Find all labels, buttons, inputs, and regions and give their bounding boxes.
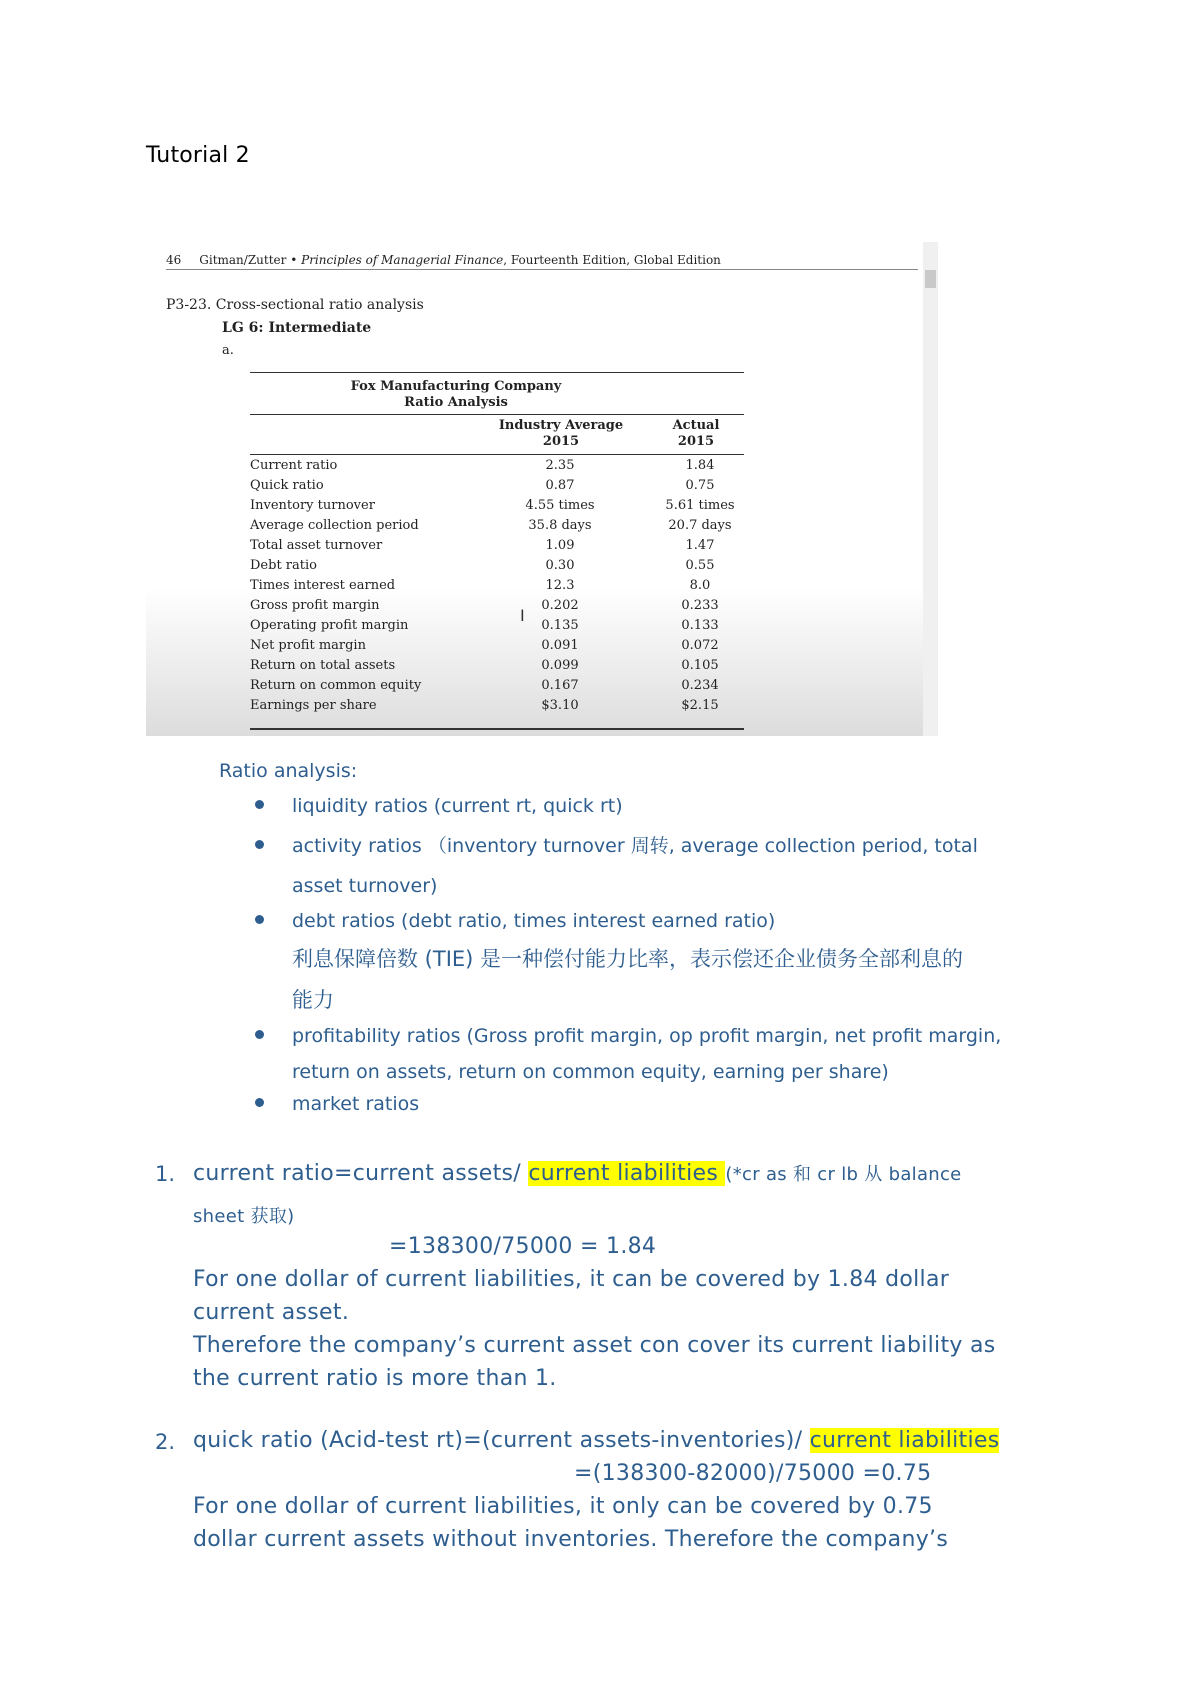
row-industry-value: 12.3 xyxy=(545,578,575,593)
item1-note-cont: sheet 获取) xyxy=(193,1206,295,1227)
row-industry-value: 4.55 times xyxy=(525,498,595,513)
item2-explanation-2: dollar current assets without inventories. Therefore the company’s xyxy=(193,1527,949,1552)
row-actual-value: 5.61 times xyxy=(665,498,735,513)
bullet-debt: debt ratios (debt ratio, times interest earned ratio) xyxy=(292,910,776,932)
row-actual-value: 0.233 xyxy=(681,598,719,613)
table-header-rule xyxy=(250,454,744,455)
item1-highlight: current liabilities xyxy=(528,1161,726,1186)
item2-explanation-1: For one dollar of current liabilities, it only can be covered by 0.75 xyxy=(193,1494,933,1519)
item2-formula xyxy=(193,1428,999,1453)
textbook-screenshot xyxy=(146,242,938,736)
table-row xyxy=(250,658,744,678)
scrollbar-thumb[interactable] xyxy=(925,270,936,288)
bullet-dot xyxy=(255,1098,264,1107)
book-header xyxy=(166,253,721,267)
item1-note: (*cr as 和 cr lb 从 balance xyxy=(725,1164,962,1185)
book-title: Principles of Managerial Finance xyxy=(301,253,504,267)
row-label: Net profit margin xyxy=(250,638,366,653)
problem-heading: P3-23. Cross-sectional ratio analysis xyxy=(166,297,424,313)
bullet-activity-cont: asset turnover) xyxy=(292,875,438,897)
item1-formula xyxy=(193,1160,962,1186)
row-actual-value: 0.55 xyxy=(685,558,715,573)
row-label: Average collection period xyxy=(250,518,419,533)
bullet-profitability-cont: return on assets, return on common equity, earning per share) xyxy=(292,1061,889,1083)
row-actual-value: 1.84 xyxy=(685,458,715,473)
col-header-actual xyxy=(646,418,746,450)
item1-explanation-1: For one dollar of current liabilities, it can be covered by 1.84 dollar xyxy=(193,1267,950,1292)
row-actual-value: 20.7 days xyxy=(668,518,732,533)
ratio-analysis-heading: Ratio analysis: xyxy=(219,760,358,782)
table-row xyxy=(250,578,744,598)
table-row xyxy=(250,498,744,518)
table-top-rule xyxy=(250,372,744,373)
row-label: Debt ratio xyxy=(250,558,317,573)
bullet-dot xyxy=(255,915,264,924)
row-industry-value: 0.30 xyxy=(545,558,575,573)
row-industry-value: 0.202 xyxy=(541,598,579,613)
problem-part: a. xyxy=(222,343,234,358)
table-row xyxy=(250,618,744,638)
table-row xyxy=(250,478,744,498)
row-industry-value: 0.099 xyxy=(541,658,579,673)
table-row xyxy=(250,678,744,698)
row-actual-value: 0.133 xyxy=(681,618,719,633)
row-industry-value: 1.09 xyxy=(545,538,575,553)
screenshot-scrollbar[interactable] xyxy=(923,242,938,736)
row-label: Total asset turnover xyxy=(250,538,383,553)
row-actual-value: $2.15 xyxy=(681,698,719,713)
table-row xyxy=(250,518,744,538)
header-bullet: • xyxy=(290,253,298,267)
row-label: Gross profit margin xyxy=(250,598,380,613)
row-actual-value: 0.234 xyxy=(681,678,719,693)
col-header-actual-line2: 2015 xyxy=(677,434,715,449)
bullet-dot xyxy=(255,1030,264,1039)
bullet-dot xyxy=(255,800,264,809)
row-industry-value: 2.35 xyxy=(545,458,575,473)
table-row xyxy=(250,598,744,618)
row-industry-value: $3.10 xyxy=(541,698,579,713)
row-label: Earnings per share xyxy=(250,698,377,713)
table-bottom-rule xyxy=(250,728,744,730)
row-label: Return on total assets xyxy=(250,658,396,673)
bullet-market: market ratios xyxy=(292,1093,420,1115)
table-row xyxy=(250,538,744,558)
item1-explanation-2: current asset. xyxy=(193,1300,350,1325)
col-header-industry-line2: 2015 xyxy=(542,434,580,449)
table-row xyxy=(250,558,744,578)
bullet-liquidity: liquidity ratios (current rt, quick rt) xyxy=(292,795,623,817)
table-row xyxy=(250,458,744,478)
col-header-actual-line1: Actual xyxy=(672,418,720,433)
row-industry-value: 35.8 days xyxy=(528,518,592,533)
bullet-dot xyxy=(255,840,264,849)
problem-level: LG 6: Intermediate xyxy=(222,320,372,336)
row-actual-value: 1.47 xyxy=(685,538,715,553)
table-title: Fox Manufacturing Company xyxy=(350,379,562,394)
row-label: Quick ratio xyxy=(250,478,324,493)
text-cursor-icon: I xyxy=(520,606,525,625)
table-row xyxy=(250,698,744,718)
row-label: Return on common equity xyxy=(250,678,422,693)
row-actual-value: 0.072 xyxy=(681,638,719,653)
row-label: Inventory turnover xyxy=(250,498,375,513)
row-actual-value: 0.105 xyxy=(681,658,719,673)
item1-explanation-4: the current ratio is more than 1. xyxy=(193,1366,557,1391)
col-header-industry xyxy=(486,418,636,450)
row-label: Current ratio xyxy=(250,458,338,473)
item2-number: 2. xyxy=(155,1430,176,1454)
item1-number: 1. xyxy=(155,1162,176,1186)
table-row xyxy=(250,638,744,658)
page-number: 46 xyxy=(166,253,182,267)
bullet-activity: activity ratios （inventory turnover 周转, average collection period, total xyxy=(292,835,978,857)
book-edition: , Fourteenth Edition, Global Edition xyxy=(503,253,721,267)
row-label: Operating profit margin xyxy=(250,618,409,633)
document-title: Tutorial 2 xyxy=(146,143,250,168)
item1-formula-text: current ratio=current assets/ xyxy=(193,1161,529,1186)
item1-explanation-3: Therefore the company’s current asset con cover its current liability as xyxy=(193,1333,996,1358)
row-actual-value: 0.75 xyxy=(685,478,715,493)
row-industry-value: 0.091 xyxy=(541,638,579,653)
row-industry-value: 0.167 xyxy=(541,678,579,693)
row-label: Times interest earned xyxy=(250,578,396,593)
bullet-debt-chinese-cont: 能力 xyxy=(292,988,334,1012)
row-industry-value: 0.135 xyxy=(541,618,579,633)
item2-calculation: =(138300-82000)/75000 =0.75 xyxy=(574,1461,932,1486)
item2-formula-text: quick ratio (Acid-test rt)=(current assets-inventories)/ xyxy=(193,1428,810,1453)
authors: Gitman/Zutter xyxy=(199,253,287,267)
row-industry-value: 0.87 xyxy=(545,478,575,493)
bullet-debt-chinese: 利息保障倍数 (TIE) 是一种偿付能力比率，表示偿还企业债务全部利息的 xyxy=(292,947,964,971)
item2-highlight: current liabilities xyxy=(809,1428,1000,1453)
row-actual-value: 8.0 xyxy=(689,578,711,593)
table-title-rule xyxy=(250,414,744,415)
item1-calculation: =138300/75000 = 1.84 xyxy=(389,1234,657,1259)
col-header-industry-line1: Industry Average xyxy=(498,418,624,433)
header-divider xyxy=(166,269,918,270)
bullet-profitability: profitability ratios (Gross profit margin, op profit margin, net profit margin, xyxy=(292,1025,1002,1047)
table-subtitle: Ratio Analysis xyxy=(404,395,508,410)
